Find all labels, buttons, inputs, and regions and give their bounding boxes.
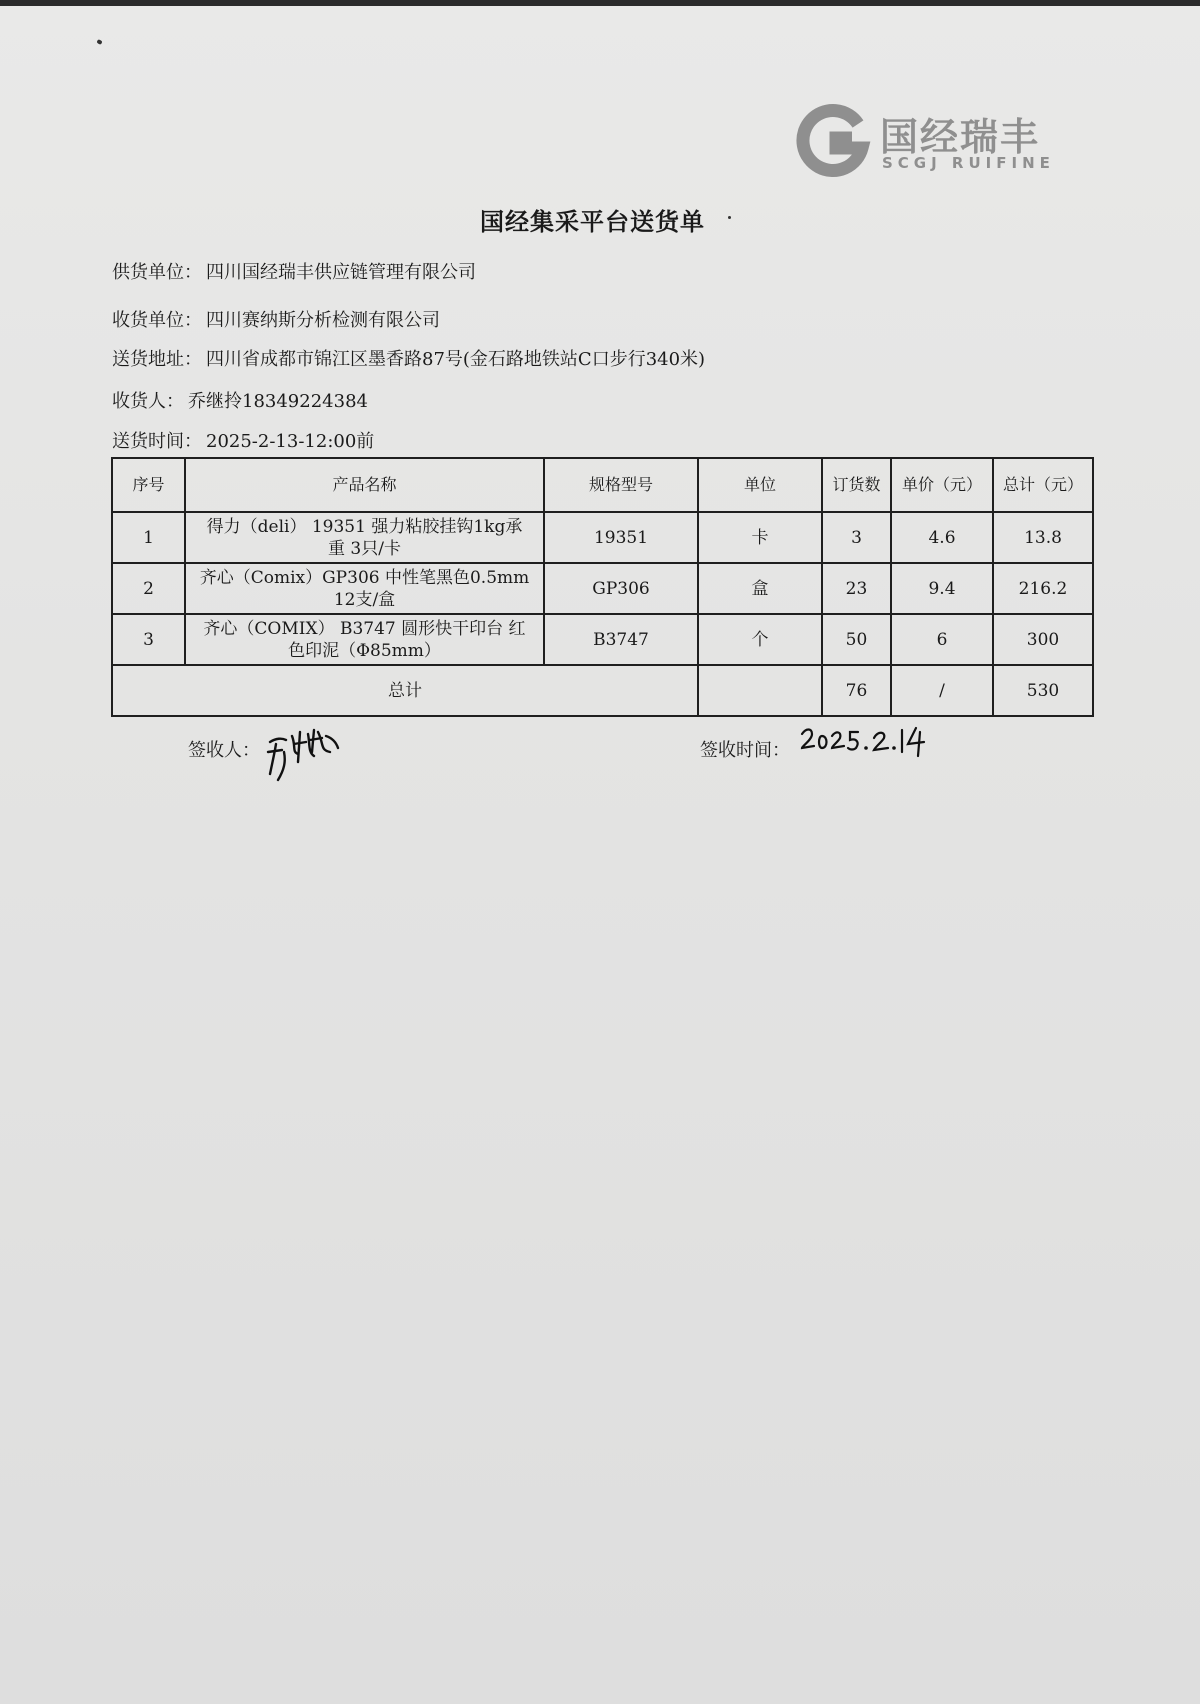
receiver-label: 收货单位： xyxy=(112,310,202,331)
logo-name-cn: 国经瑞丰 xyxy=(880,115,1041,159)
scan-top-edge xyxy=(0,0,1200,6)
address-value: 四川省成都市锦江区墨香路87号(金石路地铁站C口步行340米) xyxy=(206,349,706,370)
cell-unit: 卡 xyxy=(698,512,822,563)
title-dot xyxy=(728,216,731,219)
document-title: 国经集采平台送货单 xyxy=(480,207,705,236)
cell-name-line2: 12支/盒 xyxy=(333,589,396,610)
header-unit: 单位 xyxy=(698,458,822,512)
header-name: 产品名称 xyxy=(185,458,544,512)
cell-name-line2: 色印泥（Φ85mm） xyxy=(288,640,441,661)
address-line xyxy=(112,345,709,371)
handwritten-date xyxy=(798,724,928,760)
table-summary-row xyxy=(112,665,1093,716)
cell-name-line1: 齐心（Comix）GP306 中性笔黑色0.5mm xyxy=(199,567,530,588)
consignee-label: 收货人： xyxy=(112,391,184,412)
cell-no: 2 xyxy=(112,563,185,614)
company-logo xyxy=(796,104,1055,180)
cell-price: 9.4 xyxy=(891,563,993,614)
scan-speck xyxy=(96,39,102,45)
header-spec: 规格型号 xyxy=(544,458,698,512)
header-qty: 订货数 xyxy=(822,458,891,512)
cell-spec: B3747 xyxy=(544,614,698,665)
supplier-line xyxy=(112,258,480,284)
cell-name-line1: 得力（deli） 19351 强力粘胶挂钩1kg承 xyxy=(206,516,523,537)
logo-mark-icon xyxy=(796,104,872,180)
cell-price: 4.6 xyxy=(891,512,993,563)
address-label: 送货地址： xyxy=(112,349,202,370)
delivery-time-value: 2025-2-13-12:00前 xyxy=(206,431,375,452)
summary-total: 530 xyxy=(993,665,1093,716)
summary-label: 总计 xyxy=(112,665,698,716)
cell-spec: GP306 xyxy=(544,563,698,614)
table-row xyxy=(112,614,1093,665)
header-price: 单价（元） xyxy=(891,458,993,512)
consignee-value: 乔继拎18349224384 xyxy=(188,391,368,412)
cell-total: 300 xyxy=(993,614,1093,665)
summary-qty: 76 xyxy=(822,665,891,716)
cell-unit: 盒 xyxy=(698,563,822,614)
cell-no: 3 xyxy=(112,614,185,665)
consignee-line xyxy=(112,387,372,413)
receiver-value: 四川赛纳斯分析检测有限公司 xyxy=(206,310,440,331)
delivery-time-label: 送货时间： xyxy=(112,431,202,452)
delivery-time-line xyxy=(112,427,378,453)
cell-name-line2: 重 3只/卡 xyxy=(328,538,401,559)
supplier-label: 供货单位： xyxy=(112,262,202,283)
table-header-row xyxy=(112,458,1093,512)
goods-table xyxy=(111,457,1094,717)
logo-name-en: SCGJ RUIFINE xyxy=(882,154,1055,172)
cell-no: 1 xyxy=(112,512,185,563)
summary-price: / xyxy=(891,665,993,716)
cell-name xyxy=(185,614,544,665)
header-no: 序号 xyxy=(112,458,185,512)
cell-total: 13.8 xyxy=(993,512,1093,563)
cell-unit: 个 xyxy=(698,614,822,665)
cell-name xyxy=(185,512,544,563)
cell-name-line1: 齐心（COMIX） B3747 圆形快干印台 红 xyxy=(203,618,526,639)
cell-total: 216.2 xyxy=(993,563,1093,614)
summary-unit-empty xyxy=(698,665,822,716)
sign-time-label: 签收时间： xyxy=(700,740,790,761)
cell-spec: 19351 xyxy=(544,512,698,563)
receiver-line xyxy=(112,306,444,332)
table-row xyxy=(112,563,1093,614)
table-row xyxy=(112,512,1093,563)
cell-qty: 23 xyxy=(822,563,891,614)
cell-qty: 50 xyxy=(822,614,891,665)
cell-name xyxy=(185,563,544,614)
cell-price: 6 xyxy=(891,614,993,665)
signer-label: 签收人： xyxy=(188,740,260,761)
cell-qty: 3 xyxy=(822,512,891,563)
supplier-value: 四川国经瑞丰供应链管理有限公司 xyxy=(206,262,476,283)
handwritten-signature xyxy=(262,722,352,784)
header-total: 总计（元） xyxy=(993,458,1093,512)
